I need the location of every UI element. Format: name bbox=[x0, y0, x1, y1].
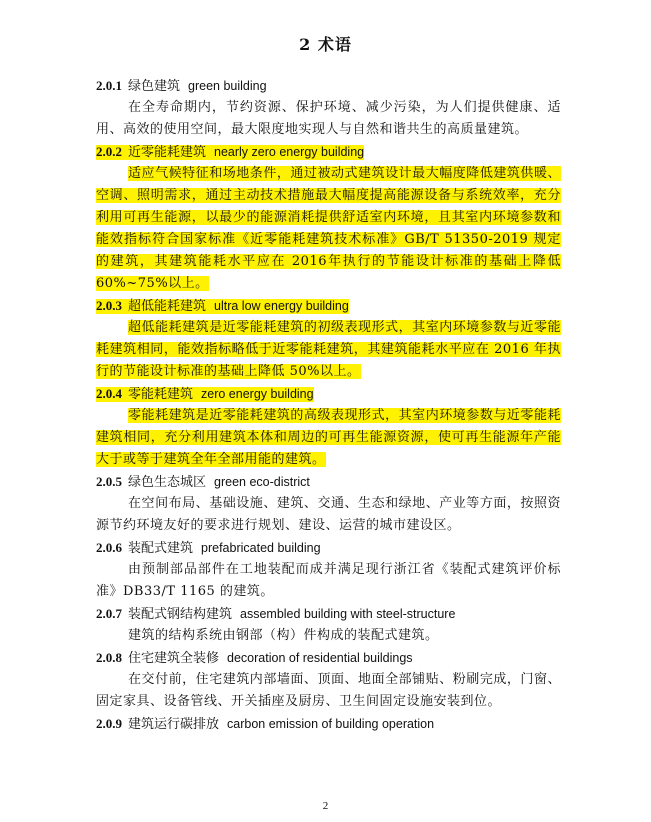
term-definition bbox=[96, 669, 561, 713]
term-heading bbox=[96, 537, 561, 559]
term-number: 2.0.3 bbox=[96, 298, 122, 313]
term-definition-text: 在空间布局、基础设施、建筑、交通、生态和绿地、产业等方面，按照资源节约环境友好的要求进行规划、建设、运营的城市建设区。 bbox=[96, 496, 561, 533]
term-english-name: assembled building with steel-structure bbox=[240, 607, 456, 621]
term-english-name: carbon emission of building operation bbox=[227, 717, 435, 731]
term-chinese-name: 建筑运行碳排放 bbox=[128, 717, 220, 732]
term-definition bbox=[96, 625, 561, 647]
term-definition bbox=[96, 163, 561, 295]
term-number: 2.0.2 bbox=[96, 144, 122, 159]
term-2-0-2 bbox=[96, 141, 561, 295]
term-2-0-4 bbox=[96, 383, 561, 471]
term-2-0-6 bbox=[96, 537, 561, 603]
term-english-name: green building bbox=[188, 79, 267, 93]
term-2-0-8 bbox=[96, 647, 561, 713]
term-definition-text: 零能耗建筑是近零能耗建筑的高级表现形式，其室内环境参数与近零能耗建筑相同，充分利用建筑本体和周边的可再生能源资源，使可再生能源年产能大于或等于建筑全年全部用能的建筑。 bbox=[96, 408, 561, 467]
term-heading bbox=[96, 713, 561, 735]
term-definition bbox=[96, 97, 561, 141]
term-heading bbox=[96, 383, 561, 405]
term-number: 2.0.9 bbox=[96, 716, 122, 731]
term-heading bbox=[96, 75, 561, 97]
term-number: 2.0.8 bbox=[96, 650, 122, 665]
term-2-0-3 bbox=[96, 295, 561, 383]
term-chinese-name: 绿色建筑 bbox=[128, 79, 181, 94]
term-2-0-1 bbox=[96, 75, 561, 141]
term-number: 2.0.7 bbox=[96, 606, 122, 621]
term-chinese-name: 近零能耗建筑 bbox=[128, 145, 207, 160]
terms-list bbox=[96, 75, 561, 735]
term-chinese-name: 装配式建筑 bbox=[128, 541, 194, 556]
term-number: 2.0.1 bbox=[96, 78, 122, 93]
term-definition bbox=[96, 317, 561, 383]
term-heading bbox=[96, 603, 561, 625]
term-english-name: nearly zero energy building bbox=[214, 145, 365, 159]
term-definition-text: 适应气候特征和场地条件，通过被动式建筑设计最大幅度降低建筑供暖、空调、照明需求，通过主动技术措施最大幅度提高能源设备与系统效率，充分利用可再生能源，以最少的能源消耗提供舒适室内环境，且其室内环境参数和能效指标符合国家标准《近零能耗建筑技术标准》GB/T 51350-2019 规定的建筑，其建筑能耗水平应在 2016年执行的节能设计标准的基础上降低 60%~75%以上。 bbox=[96, 166, 561, 291]
term-number: 2.0.4 bbox=[96, 386, 122, 401]
page-title: 2 术语 bbox=[299, 35, 352, 54]
term-chinese-name: 住宅建筑全装修 bbox=[128, 651, 220, 666]
term-number: 2.0.5 bbox=[96, 474, 122, 489]
term-definition bbox=[96, 405, 561, 471]
term-2-0-5 bbox=[96, 471, 561, 537]
term-definition-text: 在交付前，住宅建筑内部墙面、顶面、地面全部铺贴、粉刷完成，门窗、固定家具、设备管线、开关插座及厨房、卫生间固定设施安装到位。 bbox=[96, 672, 561, 709]
term-heading bbox=[96, 141, 561, 163]
term-heading bbox=[96, 471, 561, 493]
term-chinese-name: 超低能耗建筑 bbox=[128, 299, 207, 314]
term-chinese-name: 装配式钢结构建筑 bbox=[128, 607, 233, 622]
term-english-name: decoration of residential buildings bbox=[227, 651, 413, 665]
term-english-name: prefabricated building bbox=[201, 541, 321, 555]
term-definition bbox=[96, 493, 561, 537]
term-number: 2.0.6 bbox=[96, 540, 122, 555]
term-2-0-9 bbox=[96, 713, 561, 735]
page-number: 2 bbox=[322, 800, 329, 812]
term-heading bbox=[96, 295, 561, 317]
term-chinese-name: 零能耗建筑 bbox=[128, 387, 194, 402]
term-english-name: green eco-district bbox=[214, 475, 310, 489]
term-definition-text: 超低能耗建筑是近零能耗建筑的初级表现形式，其室内环境参数与近零能耗建筑相同，能效指标略低于近零能耗建筑，其建筑能耗水平应在 2016 年执行的节能设计标准的基础上降低 50%以上。 bbox=[96, 320, 561, 379]
term-definition bbox=[96, 559, 561, 603]
term-definition-text: 在全寿命期内，节约资源、保护环境、减少污染，为人们提供健康、适用、高效的使用空间，最大限度地实现人与自然和谐共生的高质量建筑。 bbox=[96, 100, 561, 137]
term-definition-text: 建筑的结构系统由钢部（构）件构成的装配式建筑。 bbox=[128, 628, 439, 643]
term-chinese-name: 绿色生态城区 bbox=[128, 475, 207, 490]
term-heading bbox=[96, 647, 561, 669]
term-definition-text: 由预制部品部件在工地装配而成并满足现行浙江省《装配式建筑评价标准》DB33/T 1165 的建筑。 bbox=[96, 562, 561, 599]
term-english-name: zero energy building bbox=[201, 387, 314, 401]
term-english-name: ultra low energy building bbox=[214, 299, 349, 313]
term-2-0-7 bbox=[96, 603, 561, 647]
